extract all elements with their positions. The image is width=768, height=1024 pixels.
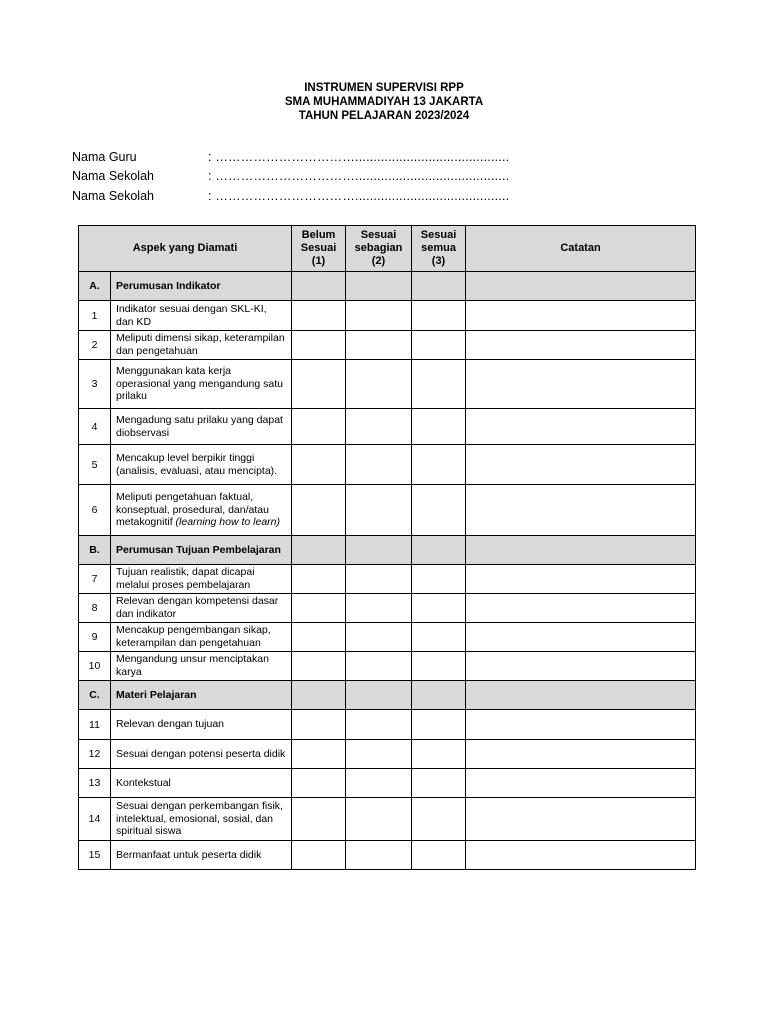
section-code: B. <box>79 536 111 565</box>
row-aspect: Mencakup level berpikir tinggi (analisis, evaluasi, atau mencipta). <box>111 445 292 485</box>
note-cell[interactable] <box>466 769 696 798</box>
row-aspect-italic: (learning how to learn) <box>175 516 281 529</box>
score-cell[interactable] <box>346 409 412 445</box>
row-aspect: Relevan dengan tujuan <box>111 710 292 740</box>
title-line-1: INSTRUMEN SUPERVISI RPP <box>304 82 464 94</box>
score-cell[interactable] <box>292 445 346 485</box>
row-aspect: Tujuan realistik, dapat dicapai melalui proses pembelajaran <box>111 565 292 594</box>
table-row <box>79 652 696 681</box>
score-cell[interactable] <box>346 623 412 652</box>
score-cell[interactable] <box>412 710 466 740</box>
row-aspect-text: Meliputi pengetahuan faktual, konseptual, prosedural, dan/atau metakognitif <box>116 491 269 529</box>
score-cell[interactable] <box>346 652 412 681</box>
note-cell[interactable] <box>466 623 696 652</box>
score-cell[interactable] <box>292 565 346 594</box>
note-cell <box>466 272 696 301</box>
score-cell <box>412 536 466 565</box>
score-cell[interactable] <box>346 710 412 740</box>
score-cell[interactable] <box>412 594 466 623</box>
table-row <box>79 623 696 652</box>
row-aspect: Menggunakan kata kerja operasional yang mengandung satu prilaku <box>111 360 292 409</box>
score-cell[interactable] <box>346 769 412 798</box>
row-number: 11 <box>79 710 111 740</box>
table-row <box>79 798 696 841</box>
score-cell <box>292 272 346 301</box>
note-cell <box>466 681 696 710</box>
note-cell[interactable] <box>466 485 696 536</box>
school-name-field <box>72 167 509 187</box>
note-cell[interactable] <box>466 740 696 769</box>
field-blank: : …………………………….......................................... <box>208 169 510 184</box>
score-cell[interactable] <box>412 409 466 445</box>
score-cell[interactable] <box>346 798 412 841</box>
score-cell[interactable] <box>346 301 412 331</box>
score-cell[interactable] <box>412 652 466 681</box>
score-cell[interactable] <box>412 798 466 841</box>
note-cell[interactable] <box>466 565 696 594</box>
header-text: (1) <box>311 255 326 267</box>
header-text: (2) <box>371 255 386 267</box>
note-cell[interactable] <box>466 301 696 331</box>
document-title <box>0 81 768 123</box>
row-number: 5 <box>79 445 111 485</box>
note-cell[interactable] <box>466 360 696 409</box>
score-cell[interactable] <box>412 301 466 331</box>
note-cell[interactable] <box>466 710 696 740</box>
header-row <box>79 226 696 272</box>
header-sesuai-semua <box>412 226 466 272</box>
header-text: semua <box>421 242 456 254</box>
score-cell[interactable] <box>412 485 466 536</box>
section-title: Perumusan Indikator <box>111 272 292 301</box>
header-catatan: Catatan <box>466 226 696 272</box>
table-row <box>79 841 696 870</box>
row-aspect: Bermanfaat untuk peserta didik <box>111 841 292 870</box>
header-text: Sesuai <box>360 229 397 241</box>
header-text: (3) <box>431 255 446 267</box>
row-aspect: Kontekstual <box>111 769 292 798</box>
row-number: 3 <box>79 360 111 409</box>
note-cell[interactable] <box>466 445 696 485</box>
row-aspect: Relevan dengan kompetensi dasar dan indikator <box>111 594 292 623</box>
score-cell[interactable] <box>412 445 466 485</box>
score-cell[interactable] <box>292 652 346 681</box>
score-cell[interactable] <box>412 841 466 870</box>
table-row <box>79 331 696 360</box>
section-code: C. <box>79 681 111 710</box>
field-label: Nama Sekolah <box>72 188 154 203</box>
section-code: A. <box>79 272 111 301</box>
table-row <box>79 769 696 798</box>
row-number: 10 <box>79 652 111 681</box>
score-cell[interactable] <box>292 360 346 409</box>
note-cell[interactable] <box>466 652 696 681</box>
score-cell[interactable] <box>346 360 412 409</box>
score-cell[interactable] <box>292 594 346 623</box>
score-cell[interactable] <box>292 841 346 870</box>
field-blank: : …………………………….......................................... <box>208 149 510 164</box>
table-row <box>79 710 696 740</box>
teacher-name-field <box>72 147 509 167</box>
score-cell[interactable] <box>412 769 466 798</box>
score-cell[interactable] <box>346 841 412 870</box>
score-cell[interactable] <box>346 740 412 769</box>
row-aspect: Sesuai dengan perkembangan fisik, intelektual, emosional, sosial, dan spiritual siswa <box>111 798 292 841</box>
note-cell[interactable] <box>466 409 696 445</box>
table-row <box>79 594 696 623</box>
score-cell[interactable] <box>346 594 412 623</box>
section-row-c <box>79 681 696 710</box>
score-cell <box>346 536 412 565</box>
header-text: Belum <box>301 229 336 241</box>
note-cell[interactable] <box>466 798 696 841</box>
score-cell[interactable] <box>412 360 466 409</box>
note-cell <box>466 536 696 565</box>
header-aspek: Aspek yang Diamati <box>79 226 292 272</box>
identity-fields <box>72 147 509 206</box>
row-aspect: Meliputi dimensi sikap, keterampilan dan pengetahuan <box>111 331 292 360</box>
score-cell[interactable] <box>412 331 466 360</box>
score-cell <box>412 272 466 301</box>
field-blank: : …………………………….......................................... <box>208 188 510 203</box>
row-number: 14 <box>79 798 111 841</box>
score-cell <box>412 681 466 710</box>
row-number: 6 <box>79 485 111 536</box>
score-cell[interactable] <box>292 740 346 769</box>
row-number: 15 <box>79 841 111 870</box>
score-cell[interactable] <box>346 331 412 360</box>
table-row <box>79 485 696 536</box>
table-row <box>79 740 696 769</box>
table-row <box>79 301 696 331</box>
score-cell[interactable] <box>292 301 346 331</box>
section-row-b <box>79 536 696 565</box>
score-cell <box>292 681 346 710</box>
supervision-table <box>78 225 696 870</box>
table-row <box>79 445 696 485</box>
row-number: 7 <box>79 565 111 594</box>
header-belum-sesuai <box>292 226 346 272</box>
score-cell[interactable] <box>346 485 412 536</box>
school-name-field-2 <box>72 186 509 206</box>
header-text: Sesuai <box>420 229 457 241</box>
score-cell[interactable] <box>292 769 346 798</box>
score-cell[interactable] <box>292 409 346 445</box>
section-row-a <box>79 272 696 301</box>
note-cell[interactable] <box>466 331 696 360</box>
header-sesuai-sebagian <box>346 226 412 272</box>
score-cell[interactable] <box>412 623 466 652</box>
header-text: Sesuai <box>300 242 337 254</box>
row-aspect: Mencakup pengembangan sikap, keterampilan dan pengetahuan <box>111 623 292 652</box>
score-cell <box>292 536 346 565</box>
row-aspect: Sesuai dengan potensi peserta didik <box>111 740 292 769</box>
row-number: 4 <box>79 409 111 445</box>
score-cell[interactable] <box>292 623 346 652</box>
row-aspect <box>111 485 292 536</box>
note-cell[interactable] <box>466 841 696 870</box>
table-row <box>79 565 696 594</box>
score-cell[interactable] <box>412 565 466 594</box>
score-cell[interactable] <box>412 740 466 769</box>
title-line-2: SMA MUHAMMADIYAH 13 JAKARTA <box>284 96 484 108</box>
row-aspect: Indikator sesuai dengan SKL-KI, dan KD <box>111 301 292 331</box>
score-cell[interactable] <box>346 445 412 485</box>
section-title: Materi Pelajaran <box>111 681 292 710</box>
note-cell[interactable] <box>466 594 696 623</box>
row-number: 1 <box>79 301 111 331</box>
row-aspect: Mengadung satu prilaku yang dapat diobservasi <box>111 409 292 445</box>
score-cell[interactable] <box>292 485 346 536</box>
table-row <box>79 409 696 445</box>
title-line-3: TAHUN PELAJARAN 2023/2024 <box>298 110 470 122</box>
row-number: 12 <box>79 740 111 769</box>
field-label: Nama Guru <box>72 149 137 164</box>
row-aspect: Mengandung unsur menciptakan karya <box>111 652 292 681</box>
score-cell[interactable] <box>292 798 346 841</box>
score-cell[interactable] <box>292 331 346 360</box>
row-number: 13 <box>79 769 111 798</box>
row-number: 9 <box>79 623 111 652</box>
score-cell[interactable] <box>346 565 412 594</box>
row-number: 2 <box>79 331 111 360</box>
score-cell <box>346 681 412 710</box>
header-text: sebagian <box>354 242 403 254</box>
section-title: Perumusan Tujuan Pembelajaran <box>111 536 292 565</box>
field-label: Nama Sekolah <box>72 169 154 184</box>
score-cell <box>346 272 412 301</box>
score-cell[interactable] <box>292 710 346 740</box>
row-number: 8 <box>79 594 111 623</box>
table-row <box>79 360 696 409</box>
